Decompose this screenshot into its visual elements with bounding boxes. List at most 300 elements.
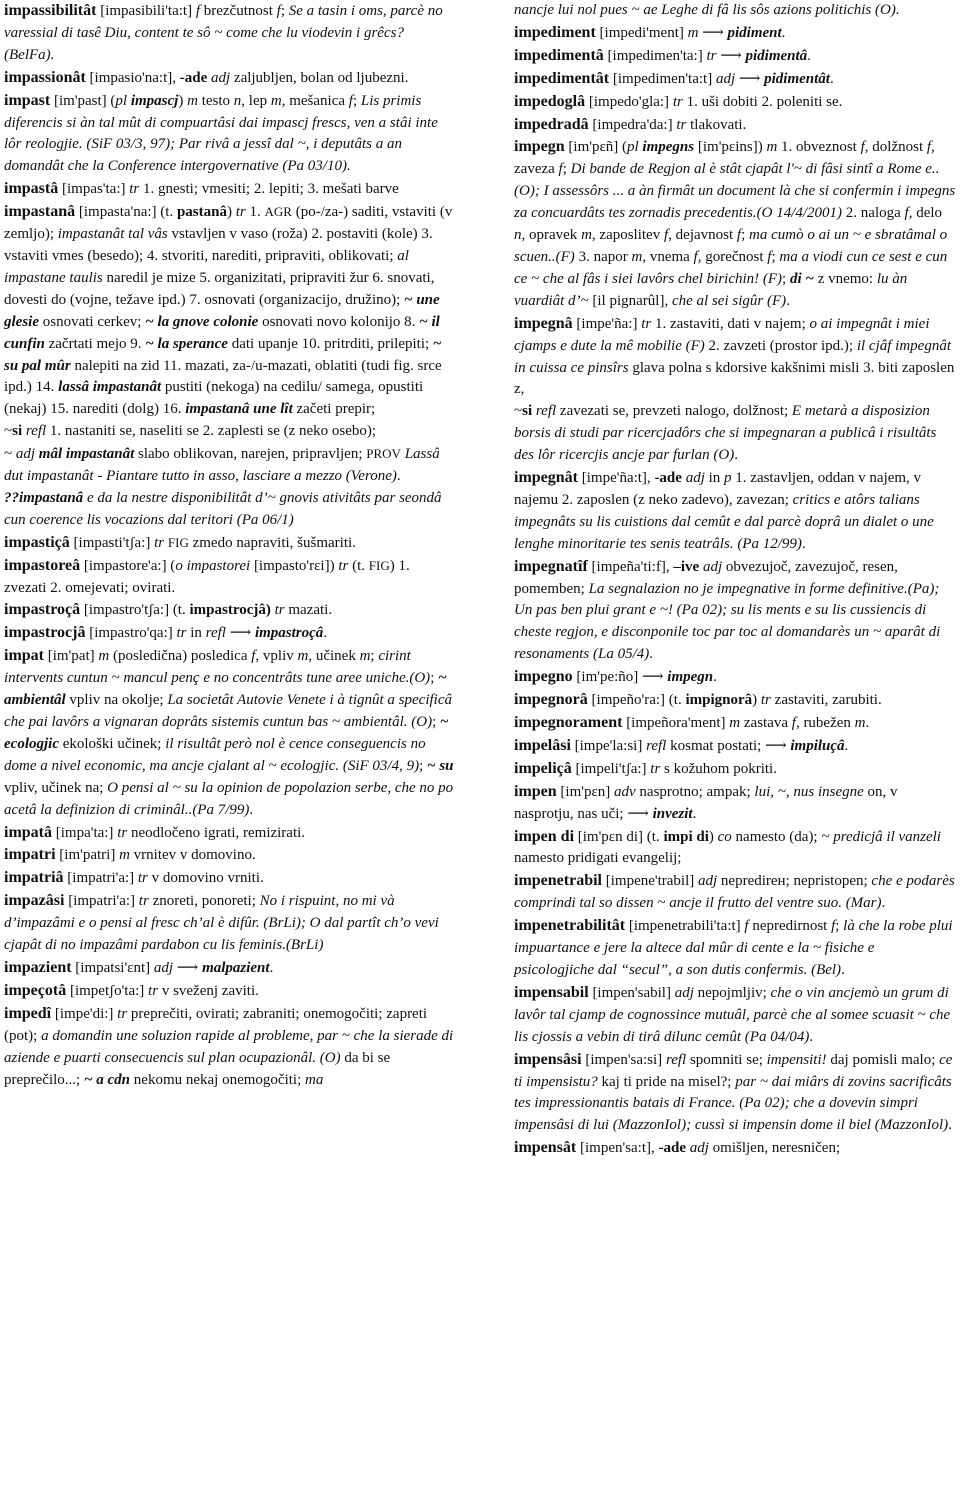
dictionary-entry <box>514 712 956 735</box>
entry-text: tr <box>154 534 165 551</box>
entry-text: tr <box>338 557 349 574</box>
entry-headword: impegn <box>514 138 565 156</box>
entry-text: ⟶ <box>698 24 728 41</box>
entry-text: nepredirен; nepristopen; <box>717 873 872 890</box>
entry-headword: impegnatîf <box>514 557 588 575</box>
entry-text: Lassâ dut impastanât - Piantare tutto in asso, lasciare a mezzo (Verone) <box>4 446 440 485</box>
entry-text: f <box>791 715 796 731</box>
entry-text: ; <box>432 714 441 730</box>
entry-text: [impen'sa:t], <box>576 1140 659 1157</box>
dictionary-entry <box>514 401 956 467</box>
entry-text: , mešanica <box>281 92 349 109</box>
entry-text: [impa'ta:] <box>52 824 118 841</box>
entry-text: n <box>514 227 522 244</box>
entry-text: tr <box>176 625 187 642</box>
entry-text: impascj <box>130 92 179 109</box>
dictionary-entry <box>4 867 454 890</box>
entry-text: ~ <box>514 403 523 420</box>
entry-text: f <box>926 139 932 156</box>
dictionary-page <box>4 0 956 1488</box>
entry-text: zmedo napraviti, šušmariti. <box>188 534 356 551</box>
entry-text: ; <box>419 757 428 774</box>
entry-text: il risultât però nol è cence conseguencis no dome a nivel economic, ma ancje cjalant al ~ ecologjic. (SiF 03/4, 9) <box>4 735 426 774</box>
entry-text: refl <box>535 403 557 420</box>
entry-text: impastroçâ <box>254 625 324 642</box>
entry-text: m <box>359 648 371 665</box>
dictionary-entry <box>514 915 956 982</box>
entry-text: pl <box>627 139 639 156</box>
entry-text: , rubežen <box>795 715 855 731</box>
entry-headword: impedimentât <box>514 69 610 87</box>
entry-headword: impen di <box>514 827 575 845</box>
entry-text: [impen'sa:si] <box>581 1051 666 1068</box>
entry-text: . <box>829 70 834 87</box>
entry-text: La segnalazion no je impegnative in forme definitive.(Pa); Un pas ben plui grant e ~! (Pa 02); su lis ments e su lis cussiencis di cheste regjon, e disconponile toc par toc al domandarès un ~ aparât di resonaments (La 05/4) <box>514 580 941 663</box>
entry-text: tr <box>138 893 149 910</box>
entry-text: tr <box>148 982 159 999</box>
entry-headword: impastâ <box>4 180 59 198</box>
entry-text: par ~ dai miârs di zovins sacrificâts tes impressionantis batais di France. (Pa 02); che a dovevin simpri impensâsi di lui (MazzonIol); cussì si impensin dome il biel (MazzonIol) <box>514 1073 952 1134</box>
entry-text: E metarà a disposizion borsis di studi par ricercjadôrs che si impegnaran a publicâ i risultâts des lôr ricercjis ancje par furlan (O) <box>514 403 937 464</box>
entry-text: f <box>195 3 200 19</box>
entry-text: [im'pɛn di] (t. <box>574 828 664 845</box>
entry-text: -ade <box>179 69 208 86</box>
entry-text: zavezati se, prevzeti nalogo, dolžnost; <box>556 403 792 420</box>
entry-headword: impediment <box>514 23 596 41</box>
entry-text: ma <box>305 1071 324 1088</box>
entry-text: [impastro'qa:] <box>85 625 177 642</box>
entry-text: ce ti impensistu? <box>514 1051 953 1090</box>
entry-text: ; <box>741 227 749 244</box>
entry-text: [impedimen'ta:] <box>603 47 707 64</box>
entry-headword: impassionât <box>4 68 86 86</box>
entry-headword: impeçotâ <box>4 981 67 999</box>
entry-text: f <box>860 139 865 156</box>
right-column <box>506 0 956 1488</box>
entry-text: ⟶ <box>173 959 203 976</box>
entry-text: slabo oblikovan, narejen, pripravljen; <box>134 446 367 463</box>
entry-text: ma cumò o ai un ~ e sbratâmal o scuen..(F) <box>514 227 948 265</box>
entry-text: zastava <box>740 715 792 731</box>
entry-text: nekomu nekaj onemogočiti; <box>130 1071 305 1088</box>
entry-headword: impensabil <box>514 983 589 1001</box>
entry-text: m <box>631 248 643 265</box>
entry-text: v domovino vrniti. <box>147 870 264 887</box>
entry-text: m <box>119 847 130 864</box>
entry-text: . <box>692 805 697 822</box>
entry-text: 1. nastaniti se, naseliti se 2. zaplesti se (z neko osebo); <box>46 423 377 440</box>
entry-text: p <box>724 470 732 487</box>
dictionary-entry <box>4 980 454 1003</box>
entry-text: . <box>881 895 886 912</box>
entry-text: [impeli'tʃa:] <box>571 760 651 777</box>
entry-text: che o vin ancjemò un grum di lavôr tal cjamp de cognossince mutuâl, parcè che al somee scuasit ~ che lis cjossis a vebin di tirâ dilunc cemût (Pa 04/04) <box>514 984 951 1045</box>
entry-text: neodločeno igrati, remizirati. <box>127 824 306 841</box>
entry-headword: impegnâ <box>514 314 573 332</box>
entry-text: si <box>522 403 533 420</box>
entry-text: ~ une glesie <box>4 291 440 330</box>
entry-text: -ade <box>654 470 682 487</box>
entry-text: . <box>801 535 806 552</box>
entry-text: [impeño'ra:] (t. <box>587 692 686 709</box>
entry-text: lassâ impastanât <box>58 379 162 396</box>
dictionary-entry <box>514 1137 956 1160</box>
entry-text: . <box>844 737 849 754</box>
entry-text: m <box>766 139 778 156</box>
entry-text: [impe'di:] <box>51 1005 118 1022</box>
entry-text: tr <box>650 760 661 777</box>
entry-text: 2. naloga <box>842 205 905 222</box>
entry-text: [impeñora'ment] <box>622 715 730 731</box>
entry-text: kaj ti pride na misel?; <box>597 1073 736 1090</box>
entry-text: [impatsi'ɛnt] <box>71 959 154 976</box>
entry-text: 1. obveznost <box>777 139 861 156</box>
entry-text: f <box>831 918 836 935</box>
entry-text: [impe'ña:] <box>572 315 642 332</box>
dictionary-entry <box>514 22 956 45</box>
entry-text: . <box>809 1028 814 1045</box>
entry-text: [impedo'gla:] <box>585 93 673 110</box>
entry-text: impiluçâ <box>790 737 845 754</box>
entry-text: da bi se preprečilo...; <box>4 1049 391 1088</box>
entry-text: ; <box>370 648 379 665</box>
entry-text: f <box>251 648 256 665</box>
entry-text: ⟶ <box>735 70 765 87</box>
entry-text: [impatri'a:] <box>64 893 139 910</box>
entry-text: ) <box>708 828 718 845</box>
dictionary-entry <box>4 645 454 821</box>
entry-text: [impenetrabili'ta:t] <box>625 918 745 935</box>
dictionary-entry <box>514 556 956 667</box>
entry-text: adj <box>689 1140 709 1157</box>
entry-text: tr <box>706 47 717 64</box>
entry-text: [impasio'na:t], <box>85 69 180 86</box>
entry-text: mazati. <box>284 602 333 619</box>
entry-text: v sveženj zaviti. <box>158 982 259 999</box>
entry-text: . <box>396 468 401 485</box>
entry-text: [im'pɛins]) <box>694 139 767 156</box>
entry-text: pidiment <box>727 24 782 41</box>
entry-text: tr <box>760 692 771 709</box>
entry-headword: impenetrabil <box>514 872 602 890</box>
entry-text: mâl impastanât <box>38 446 135 463</box>
entry-headword: impastiçâ <box>4 533 70 551</box>
dictionary-entry <box>514 870 956 915</box>
entry-text: f <box>767 248 772 265</box>
entry-text: , zaveza <box>514 139 935 178</box>
entry-text: . <box>649 646 654 663</box>
entry-text: ; <box>352 92 361 109</box>
dictionary-entry <box>4 178 454 201</box>
entry-text: [impe'la:si] <box>570 737 647 754</box>
dictionary-entry <box>4 555 454 600</box>
entry-text: testo <box>197 92 234 109</box>
entry-text: ; <box>835 918 844 935</box>
entry-text: o ai impegnât i miei cjamps e dute la mê mobilie (F) <box>514 315 930 354</box>
entry-text: ~ la sperance <box>145 335 228 352</box>
dictionary-entry <box>4 622 454 645</box>
entry-text: adj <box>153 959 174 976</box>
entry-text: . <box>713 669 717 686</box>
dictionary-entry <box>4 822 454 845</box>
entry-text: impastanât tal vâs <box>57 226 168 243</box>
entry-text: No i rispuint, no mi và d’impazâmi e o pensi al fresc ch’al è difûr. (BrLi); O dal partît ch’o vevi cjapât di no impazâmi pardabon cu lis feminis.(BrLi) <box>4 893 439 954</box>
entry-text: [impedimen'ta:t] <box>609 70 716 87</box>
entry-text: on, v nasprotju, nas uči; ⟶ <box>514 783 898 822</box>
entry-text: adj <box>210 69 231 86</box>
dictionary-entry <box>514 313 956 402</box>
entry-text: nepojmljiv; <box>693 984 771 1001</box>
entry-text: f <box>736 227 742 244</box>
entry-headword: impastrocjâ <box>4 624 86 642</box>
entry-text: [impasibili'ta:t] <box>96 3 196 19</box>
entry-text: m <box>854 715 866 731</box>
entry-text: dati upanje 10. pritrditi, prilepiti; <box>227 335 433 352</box>
entry-text: adj <box>674 984 694 1001</box>
entry-text: omišljen, neresničen; <box>708 1140 841 1157</box>
dictionary-entry <box>4 890 454 957</box>
entry-text: tlakovati. <box>686 116 747 133</box>
entry-text: ~ ambientâl <box>4 670 447 709</box>
dictionary-entry <box>4 532 454 555</box>
entry-text: , lep <box>241 92 271 109</box>
entry-text: adj <box>685 470 705 487</box>
entry-text: daj pomisli malo; <box>826 1051 940 1068</box>
entry-text: , zaposlitev <box>591 227 664 244</box>
entry-text: nepredirnost <box>748 918 832 935</box>
entry-headword: impedimentâ <box>514 46 604 64</box>
entry-headword: impensâsi <box>514 1050 582 1068</box>
dictionary-entry <box>514 136 956 312</box>
entry-text: s kožuhom pokriti. <box>660 760 777 777</box>
entry-text: Di bande de Regjon al è stât cjapât l'~ di fâsi sintî a Rome e..(O); I assessôrs ... a àn firmât un document là che si confermin i impegns za concuardâts tes zornadis precedentis.(O 14/4/2001) <box>514 161 956 222</box>
entry-text: f <box>904 205 909 222</box>
entry-text: ~ <box>4 423 13 440</box>
entry-text: [il pignarûl], <box>588 292 672 309</box>
entry-text: adj <box>702 558 723 575</box>
entry-text: ⟶ <box>716 47 746 64</box>
entry-text: [im'pɛñ] ( <box>564 139 627 156</box>
entry-text: n <box>233 92 242 109</box>
dictionary-entry <box>4 488 454 532</box>
entry-text: ; <box>771 248 780 265</box>
entry-text: f <box>663 227 669 244</box>
entry-text: 2. zavzeti (prostor ipd.); <box>704 337 857 354</box>
entry-text: pidimentâ <box>745 47 808 64</box>
entry-text: lui, ~, nus insegne <box>754 783 864 800</box>
entry-text: nasprotno; ampak; <box>635 783 755 800</box>
entry-text: impastrocjâ) <box>189 602 271 619</box>
entry-text: a domandin une soluzion rapide al probleme, par ~ che la sierade di aziende e puarti consecuencis sul plan ocupazionâl. (O) <box>4 1027 454 1066</box>
entry-text: di ~ <box>789 270 814 287</box>
entry-text: [impastro'tʃa:] (t. <box>80 602 190 619</box>
entry-text: . <box>249 801 254 818</box>
entry-text: (posledična) posledica <box>109 648 252 665</box>
entry-text: z vnemo: <box>813 270 877 287</box>
entry-text: ??impastanâ <box>4 489 84 506</box>
dictionary-entry <box>4 201 454 421</box>
entry-text: zastaviti, zarubiti. <box>770 692 882 709</box>
entry-text: spomniti se; <box>686 1051 767 1068</box>
entry-text: ~ la gnove colonie <box>145 313 259 330</box>
dictionary-entry <box>514 91 956 114</box>
entry-headword: impat <box>4 647 44 665</box>
entry-text: pidimentât <box>764 70 830 87</box>
entry-text: . <box>269 959 274 976</box>
entry-headword: impen <box>514 782 557 800</box>
entry-text: [impedi'ment] <box>595 24 688 41</box>
entry-text: f <box>744 918 749 935</box>
entry-text: impegn <box>667 669 714 686</box>
entry-text: impensiti! <box>766 1051 827 1068</box>
entry-text: al impastane taulis <box>4 247 409 286</box>
entry-text: nalepiti na zid 11. mazati, za-/u-mazati, oblatiti (tudi fig. srce ipd.) 14. <box>4 357 442 396</box>
entry-text: . <box>734 447 738 464</box>
entry-headword: impedoglâ <box>514 92 586 110</box>
entry-text: [impasto'rɛi]) <box>250 557 339 574</box>
entry-text: critics e atôrs talians impegnâts su lis cuistions dal cemût e dal parcè doprâ un dialet o une lenghe minoritarie tes senis teatrâls. (Pa 12/99) <box>514 491 934 552</box>
entry-text: -ade <box>658 1140 686 1157</box>
entry-text: ) 1. zvezati 2. omejevati; ovirati. <box>4 557 410 596</box>
entry-text: [im'patri] <box>55 847 120 864</box>
entry-text: [impasta'na:] (t. <box>75 204 177 221</box>
entry-text: brezčutnost <box>200 3 277 19</box>
entry-text: . <box>786 292 790 309</box>
entry-text: . <box>865 715 870 731</box>
dictionary-entry <box>514 689 956 712</box>
dictionary-entry <box>4 957 454 980</box>
entry-headword: impegnorament <box>514 714 623 731</box>
entry-text: [impeña'ti:f], <box>587 558 674 575</box>
entry-text: O pensi al ~ su la opinion de popolazion serbe, che no po acetâ la definizion di criminâl..(Pa 7/99) <box>4 779 454 818</box>
entry-text: 3. napor <box>574 248 632 265</box>
entry-text: pustiti (nekoga) na cedilu/ samega, opustiti (nekaj) 15. narediti (dolg) 16. <box>4 379 424 418</box>
entry-text: –ive <box>673 558 700 575</box>
entry-text: obvezujoč, zavezujoč, resen, pomemben; <box>514 558 898 597</box>
dictionary-entry <box>4 443 454 488</box>
entry-text: , dolžnost <box>864 139 927 156</box>
entry-text: impi di <box>663 828 709 845</box>
entry-text: PROV <box>366 446 401 462</box>
entry-text: , vnema <box>642 248 694 265</box>
entry-text: ; <box>430 670 439 687</box>
entry-headword: impedradâ <box>514 115 589 133</box>
entry-text: m <box>270 92 282 109</box>
entry-text: glava polna s kdorsive kakšnimi misli 3. biti zaposlen z, <box>514 359 955 398</box>
entry-text: [impasti'tʃa:] <box>69 534 155 551</box>
dictionary-entry <box>4 599 454 622</box>
entry-text: pastanâ <box>176 204 227 221</box>
entry-text: ) <box>178 92 188 109</box>
entry-text: vstavljen v vaso (roža) 2. postaviti (kole) 3. vstaviti vmes (besedo); 4. stvoriti, narediti, pripraviti, oblikovati; <box>4 226 433 264</box>
dictionary-entry <box>4 844 454 867</box>
entry-text: . <box>781 24 786 41</box>
entry-text: refl <box>665 1051 687 1068</box>
entry-text: vpliv, učinek na; <box>4 779 108 796</box>
entry-text: ) <box>227 204 236 221</box>
entry-text: (po-/za-) saditi, vstaviti (v zemljo); <box>4 204 453 243</box>
entry-text: FIG <box>368 557 390 573</box>
entry-headword: impenetrabilitât <box>514 917 626 935</box>
entry-text: Se a tasin i oms, parcè no varessial di tasê Diu, content te sô ~ come che lu viodevin i grêcs? (BelFa). <box>4 3 443 63</box>
entry-text: lu àn vuardiât d’~ <box>514 270 908 309</box>
dictionary-entry <box>514 114 956 137</box>
entry-text: tr <box>676 116 687 133</box>
entry-text: m <box>297 648 309 665</box>
entry-text: preprečiti, ovirati; zabraniti; onemogočiti; zapreti (pot); <box>4 1005 428 1044</box>
entry-text: 1. zastavljen, oddan v najem, v najemu 2. zaposlen (z neko zadevo), zavezan; <box>514 470 922 508</box>
entry-text: impignorâ <box>685 692 753 709</box>
entry-text: FIG <box>167 534 189 550</box>
entry-text: [impatri'a:] <box>63 870 138 887</box>
entry-headword: impastoreâ <box>4 556 81 574</box>
entry-text: che al sei sigûr (F) <box>671 292 787 309</box>
entry-text: ; <box>782 270 790 287</box>
entry-text: znoreti, ponoreti; <box>148 893 260 910</box>
entry-text: invezit <box>652 805 693 822</box>
entry-headword: impatri <box>4 846 56 864</box>
entry-text: ; <box>280 3 289 19</box>
entry-text: ekološki učinek; <box>58 735 166 752</box>
dictionary-entry <box>4 90 454 179</box>
entry-headword: impegno <box>514 668 573 686</box>
entry-text: tr <box>117 1005 128 1022</box>
entry-text: , učinek <box>308 648 360 665</box>
dictionary-entry <box>514 666 956 689</box>
entry-headword: impedî <box>4 1004 52 1022</box>
entry-text: , gorečnost <box>697 248 768 265</box>
entry-text: adj <box>15 446 36 463</box>
entry-text: namesto (da); <box>731 828 822 845</box>
entry-text: La societât Autovie Venete i à tignût a specificâ che pai lavôrs a vignaran doprâts sistemis cuntun bas ~ ambientâl. (O) <box>4 692 452 730</box>
entry-text: . <box>841 961 845 978</box>
dictionary-entry <box>514 826 956 871</box>
entry-text: malpazient <box>202 959 270 976</box>
entry-text: refl <box>205 625 226 642</box>
entry-text: . <box>807 47 811 64</box>
entry-text: 1. gnesti; vmesiti; 2. lepiti; 3. mešati barve <box>139 181 399 198</box>
dictionary-entry <box>514 467 956 556</box>
entry-text: nancje lui nol pues ~ ae Leghe di fâ lis sôs azions politichis (O). <box>514 2 900 18</box>
entry-text: 1. <box>245 204 265 221</box>
entry-text: tr <box>235 204 246 221</box>
entry-text: m <box>581 227 592 244</box>
entry-text: 1. zastaviti, dati v najem; <box>651 315 810 332</box>
entry-text: ma a viodi cun ce sest e cun ce ~ che al fâs i siei lavôrs chel birichin! (F) <box>514 248 948 287</box>
dictionary-entry <box>514 0 956 22</box>
entry-headword: impast <box>4 91 51 109</box>
dictionary-entry <box>514 68 956 91</box>
entry-text: ~ il cunfin <box>4 313 440 352</box>
dictionary-entry <box>514 982 956 1049</box>
entry-text: o impastorei <box>175 557 251 574</box>
entry-text: AGR <box>264 204 292 220</box>
dictionary-entry <box>514 45 956 68</box>
entry-text: [im'pat] <box>44 648 99 665</box>
entry-headword: impazient <box>4 958 72 976</box>
entry-text: ~ su <box>427 757 454 774</box>
entry-headword: impastroçâ <box>4 601 81 619</box>
entry-text: . <box>323 625 328 642</box>
dictionary-entry <box>514 1049 956 1138</box>
entry-text: f <box>693 248 698 265</box>
dictionary-entry <box>4 421 454 443</box>
entry-text: [impastore'a:] ( <box>80 557 176 574</box>
entry-text: pl <box>115 92 128 109</box>
entry-text: si <box>12 423 23 440</box>
entry-text: [im'past] ( <box>50 92 116 109</box>
entry-text: vpliv na okolje; <box>65 692 168 709</box>
